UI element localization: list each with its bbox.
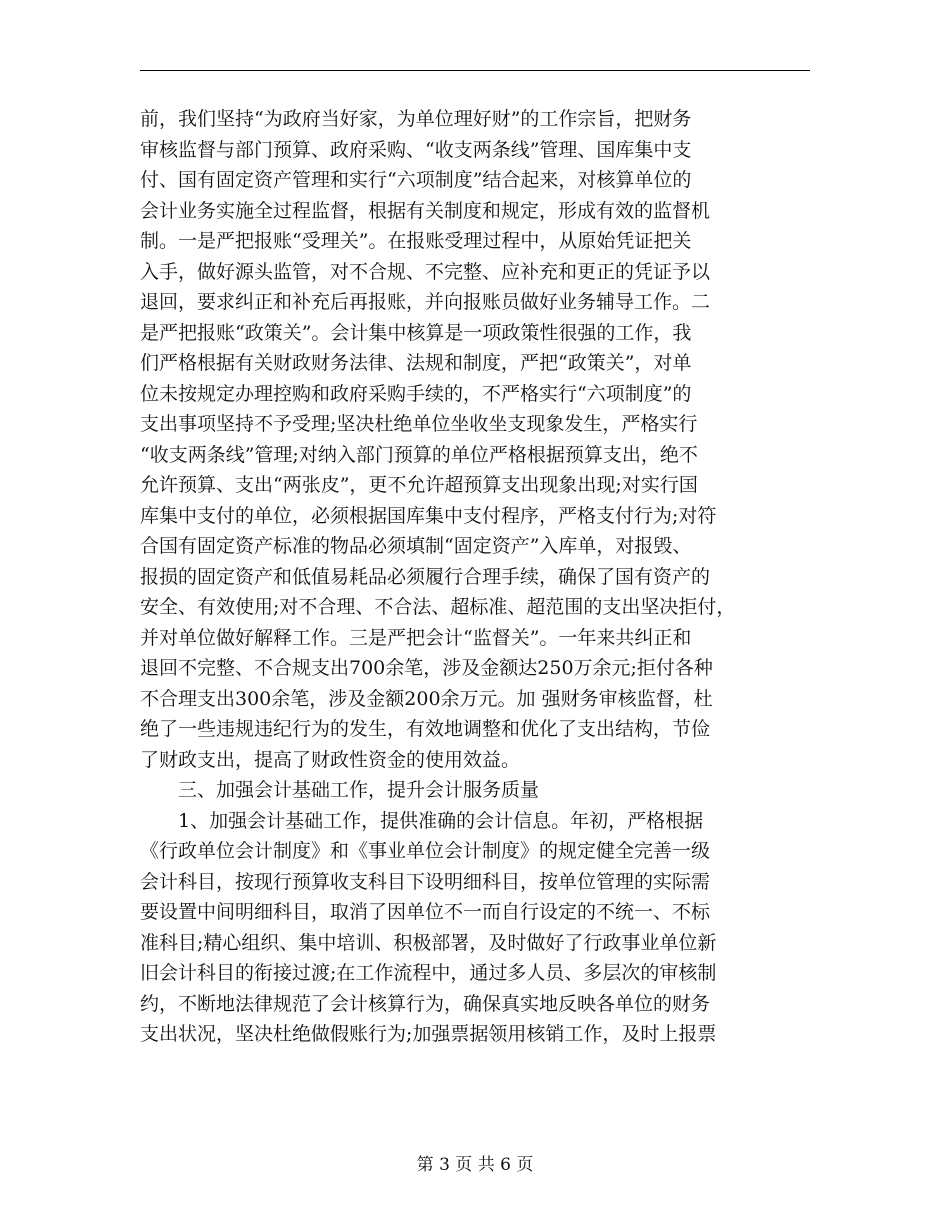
body-line: 位未按规定办理控购和政府采购手续的，不严格实行“六项制度”的 <box>140 382 692 405</box>
body-line: 支出事项坚持不予受理;坚决杜绝单位坐收坐支现象发生，严格实行 <box>140 413 698 435</box>
body-line: 们严格根据有关财政财务法律、法规和制度，严把“政策关”，对单 <box>140 352 692 374</box>
body-line: 了财政支出，提高了财政性资金的使用效益。 <box>140 748 521 771</box>
body-line: 库集中支付的单位，必须根据国库集中支付程序，严格支付行为;对符 <box>140 504 717 527</box>
body-line: 前，我们坚持“为政府当好家，为单位理好财”的工作宗旨，把财务 <box>140 108 692 130</box>
section-line: 会计科目，按现行预算收支科目下设明细科目，按单位管理的实际需 <box>140 870 711 893</box>
body-line: 不合理支出300余笔，涉及金额200余万元。加 强财务审核监督，杜 <box>140 687 713 710</box>
page-footer: 第 3 页 共 6 页 <box>416 1155 534 1175</box>
body-line: 退回，要求纠正和补充后再报账，并向报账员做好业务辅导工作。二 <box>140 291 711 313</box>
body-line: 付、国有固定资产管理和实行“六项制度”结合起来，对核算单位的 <box>140 169 692 191</box>
body-line: 入手，做好源头监管，对不合规、不完整、应补充和更正的凭证予以 <box>140 260 711 283</box>
section-line: 约，不断地法律规范了会计核算行为，确保真实地反映各单位的财务 <box>140 992 711 1015</box>
section-line: 旧会计科目的衔接过渡;在工作流程中，通过多人员、多层次的审核制 <box>140 962 717 984</box>
body-line: 并对单位做好解释工作。三是严把会计“监督关”。一年来共纠正和 <box>140 626 692 649</box>
body-line: 报损的固定资产和低值易耗品必须履行合理手续，确保了国有资产的 <box>140 565 711 588</box>
body-line: 审核监督与部门预算、政府采购、“收支两条线”管理、国库集中支 <box>140 138 692 161</box>
body-line: 合国有固定资产标准的物品必须填制“固定资产”入库单，对报毁、 <box>140 535 692 557</box>
section-first-line: 1、加强会计基础工作，提供准确的会计信息。年初，严格根据 <box>178 809 704 832</box>
body-line: 是严把报账“政策关”。会计集中核算是一项政策性很强的工作，我 <box>140 321 692 344</box>
header-rule <box>140 70 810 71</box>
body-line: “收支两条线”管理;对纳入部门预算的单位严格根据预算支出，绝不 <box>140 443 698 466</box>
body-line: 允许预算、支出“两张皮”，更不允许超预算支出现象出现;对实行国 <box>140 474 698 496</box>
document-body <box>140 104 810 1050</box>
section-line: 支出状况，坚决杜绝做假账行为;加强票据领用核销工作，及时上报票 <box>140 1023 717 1045</box>
body-line: 绝了一些违规违纪行为的发生，有效地调整和优化了支出结构，节俭 <box>140 718 711 740</box>
body-line: 退回不完整、不合规支出700余笔，涉及金额达250万余元;拒付各种 <box>140 657 713 679</box>
body-line: 安全、有效使用;对不合理、不合法、超标准、超范围的支出坚决拒付， <box>140 596 736 618</box>
section-line: 要设置中间明细科目，取消了因单位不一而自行设定的不统一、不标 <box>140 901 711 923</box>
body-line: 会计业务实施全过程监督，根据有关制度和规定，形成有效的监督机 <box>140 199 711 222</box>
section-line: 准科目;精心组织、集中培训、积极部署，及时做好了行政事业单位新 <box>140 931 717 954</box>
section-heading: 三、加强会计基础工作，提升会计服务质量 <box>178 779 540 801</box>
body-line: 制。一是严把报账“受理关”。在报账受理过程中，从原始凭证把关 <box>140 230 692 252</box>
section-line: 《行政单位会计制度》和《事业单位会计制度》的规定健全完善一级 <box>140 840 711 862</box>
